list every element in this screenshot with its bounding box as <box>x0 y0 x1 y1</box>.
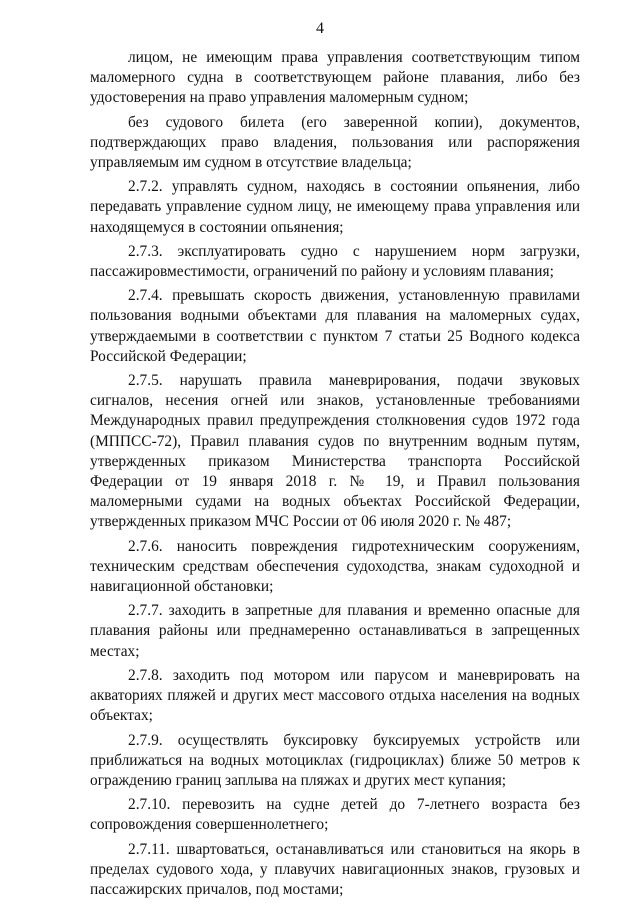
paragraph-2-7-7: 2.7.7. заходить в запретные для плавания и временно опасные для плавания районы или преднамеренно останавливаться в запрещенных местах; <box>90 602 580 660</box>
paragraph-2-7-4: 2.7.4. превышать скорость движения, установленную правилами пользования водными объектами для плавания на маломерных судах, утверждаемыми в соответствии с пунктом 7 статьи 25 Водного кодекса Российской Федерации; <box>90 287 580 365</box>
paragraph-2-7-11: 2.7.11. швартоваться, останавливаться или становиться на якорь в пределах судового хода, у плавучих навигационных знаков, грузовых и пассажирских причалов, под мостами; <box>90 840 580 898</box>
paragraph-2-7-5: 2.7.5. нарушать правила маневрирования, подачи звуковых сигналов, несения огней или знаков, установленные требованиями Международных правил предупреждения столкновения судов 1972 года (МППСС-72), Правил плавания судов по внутренним водным путям, утвержденных приказом Министерства транспорта Российской Федерации от 19 января 2018 г. № 19, и Правил пользования маломерными судами на водных объектах Российской Федерации, утвержденных приказом МЧС России от 06 июля 2020 г. № 487; <box>90 372 580 531</box>
page-number: 4 <box>316 20 324 37</box>
paragraph-ship-ticket: без судового билета (его заверенной копии), документов, подтверждающих право владения, пользования или распоряжения управляемым им судном в отсутствие владельца; <box>90 113 580 172</box>
paragraph-2-7-2: 2.7.2. управлять судном, находясь в состоянии опьянения, либо передавать управление судном лицу, не имеющему права управления или находящемуся в состоянии опьянения; <box>90 178 580 236</box>
paragraph-2-7-6: 2.7.6. наносить повреждения гидротехническим сооружениям, техническим средствам обеспечения судоходства, знакам судоходной и навигационной обстановки; <box>90 537 580 596</box>
document-body <box>90 48 580 904</box>
paragraph-license: лицом, не имеющим права управления соответствующим типом маломерного судна в соответствующем районе плавания, либо без удостоверения на право управления маломерным судном; <box>90 49 580 107</box>
paragraph-2-7-8: 2.7.8. заходить под мотором или парусом и маневрировать на акваториях пляжей и других мест массового отдыха населения на водных объектах; <box>90 666 580 725</box>
paragraph-2-7-10: 2.7.10. перевозить на судне детей до 7-летнего возраста без сопровождения совершеннолетнего; <box>90 796 580 834</box>
paragraph-2-7-9: 2.7.9. осуществлять буксировку буксируемых устройств или приближаться на водных мотоциклах (гидроциклах) ближе 50 метров к ограждению границ заплыва на пляжах и других мест купания; <box>90 731 580 789</box>
paragraph-2-7-3: 2.7.3. эксплуатировать судно с нарушением норм загрузки, пассажировместимости, ограничений по району и условиям плавания; <box>90 242 580 281</box>
